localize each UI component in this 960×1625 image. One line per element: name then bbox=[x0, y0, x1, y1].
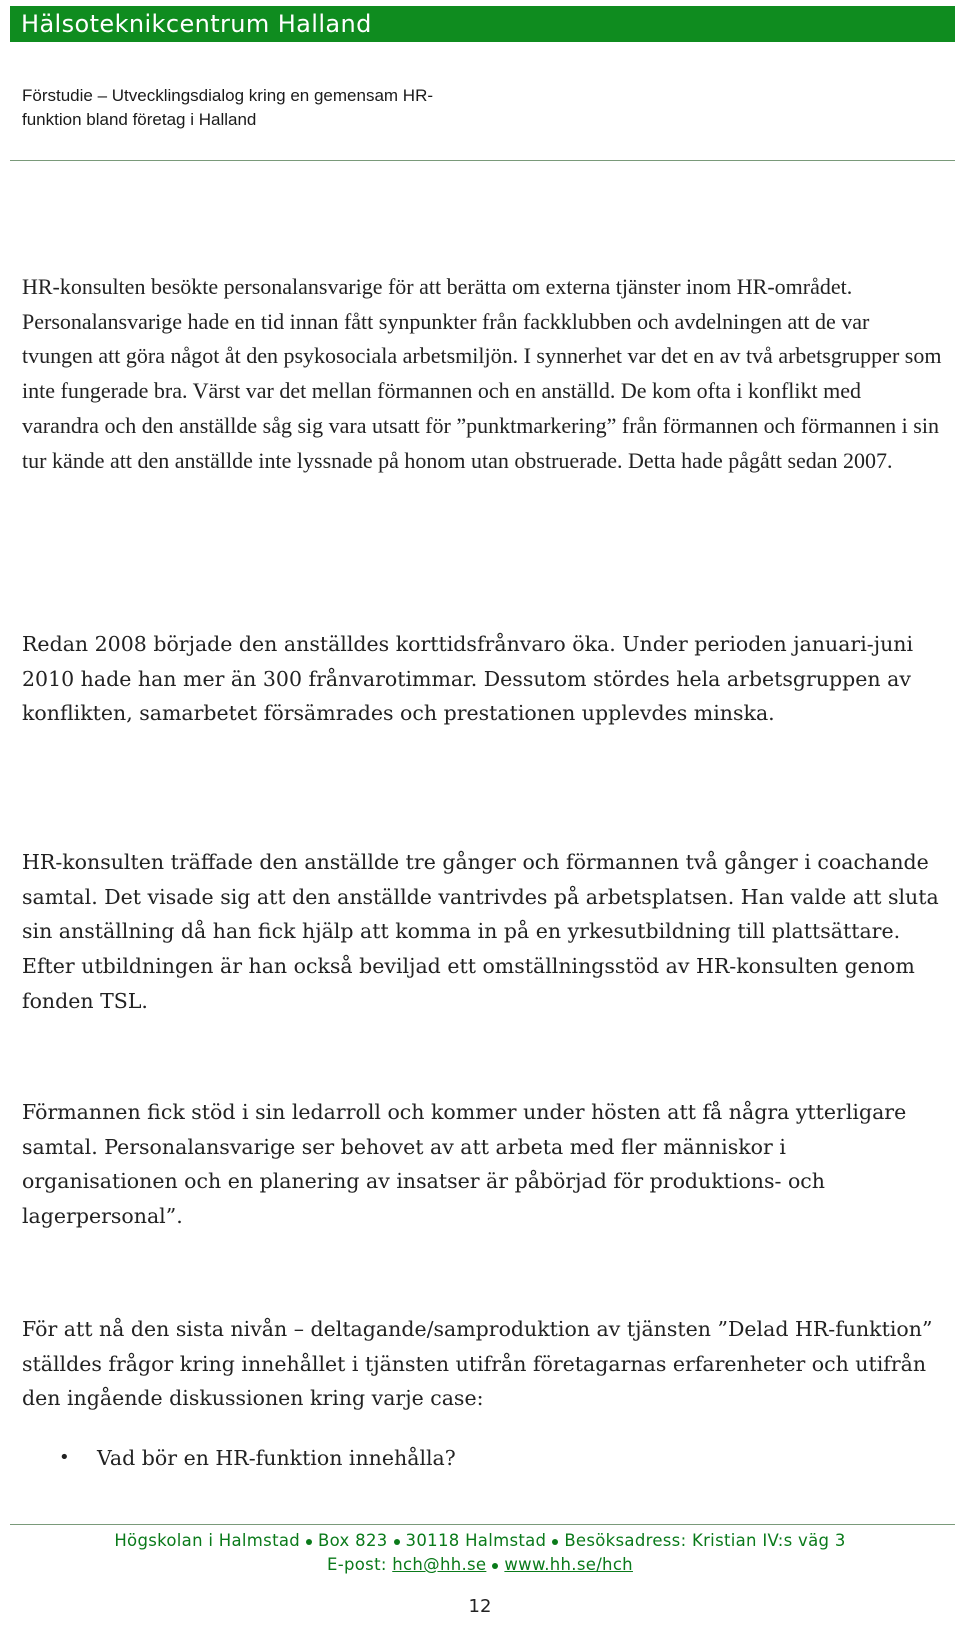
list-item-text: Vad bör en HR-funktion innehålla? bbox=[97, 1446, 456, 1470]
footer-contact bbox=[0, 1555, 960, 1574]
body-paragraph: För att nå den sista nivån – deltagande/samproduktion av tjänsten ”Delad HR-funktion” ställdes frågor kring innehållet i tjänsten utifrån företagarnas erfarenheter och utifrån den ingående diskussionen kring varje case: bbox=[22, 1317, 933, 1411]
body-paragraph: Förmannen fick stöd i sin ledarroll och kommer under hösten att få några ytterligare samtal. Personalansvarige ser behovet av att arbeta med fler människor i organisationen och en planering av insatser är påbörjad för produktions- och lagerpersonal”. bbox=[22, 1100, 907, 1229]
separator-dot-icon bbox=[552, 1539, 558, 1545]
footer-address bbox=[0, 1531, 960, 1550]
bullet-icon: • bbox=[59, 1447, 70, 1468]
page-number: 12 bbox=[468, 1596, 492, 1617]
list-item bbox=[55, 1441, 456, 1475]
body-paragraph: HR-konsulten besökte personalansvarige för att berätta om externa tjänster inom HR-området. Personalansvarige hade en tid innan fått synpunkter från fackklubben och avdelningen att de var tvungen att göra något åt den psykosociala arbetsmiljön. I synnerhet var det en av två arbetsgrupper som inte fungerade bra. Värst var det mellan förmannen och en anställd. De kom ofta i konflikt med varandra och den anställde såg sig vara utsatt för ”punktmarkering” från förmannen och förmannen i sin tur kände att den anställde inte lyssnade på honom utan obstruerade. Detta hade pågått sedan 2007. bbox=[22, 274, 942, 473]
body-paragraph: HR-konsulten träffade den anställde tre gånger och förmannen två gånger i coachande samtal. Det visade sig att den anställde vantrivdes på arbetsplatsen. Han valde att sluta sin anställning då han fick hjälp att komma in på en yrkesutbildning till plattsättare. Efter utbildningen är han också beviljad ett omställningsstöd av HR-konsulten genom fonden TSL. bbox=[22, 850, 939, 1013]
body-paragraph: Redan 2008 började den anställdes korttidsfrånvaro öka. Under perioden januari-juni 2010 hade han mer än 300 frånvarotimmar. Dessutom stördes hela arbetsgruppen av konflikten, samarbetet försämrades och prestationen upplevdes minska. bbox=[22, 632, 914, 726]
footer-org: Högskolan i Halmstad bbox=[114, 1531, 301, 1550]
org-name: Hälsoteknikcentrum Halland bbox=[21, 10, 372, 38]
website-link[interactable]: www.hh.se/hch bbox=[504, 1555, 633, 1574]
document-subtitle bbox=[22, 84, 462, 132]
header-band bbox=[10, 6, 955, 42]
footer-box: Box 823 bbox=[318, 1531, 388, 1550]
separator-dot-icon bbox=[492, 1563, 498, 1569]
footer-postal: 30118 Halmstad bbox=[405, 1531, 547, 1550]
separator-dot-icon bbox=[306, 1539, 312, 1545]
footer-visit-address: Besöksadress: Kristian IV:s väg 3 bbox=[564, 1531, 846, 1550]
subtitle-line-2: funktion bland företag i Halland bbox=[22, 110, 257, 129]
footer-email-label: E-post: bbox=[327, 1555, 387, 1574]
header-divider bbox=[10, 160, 955, 161]
bullet-list bbox=[55, 1441, 456, 1475]
separator-dot-icon bbox=[394, 1539, 400, 1545]
email-link[interactable]: hch@hh.se bbox=[392, 1555, 487, 1574]
footer-divider bbox=[10, 1524, 955, 1525]
subtitle-line-1: Förstudie – Utvecklingsdialog kring en gemensam HR- bbox=[22, 86, 434, 105]
